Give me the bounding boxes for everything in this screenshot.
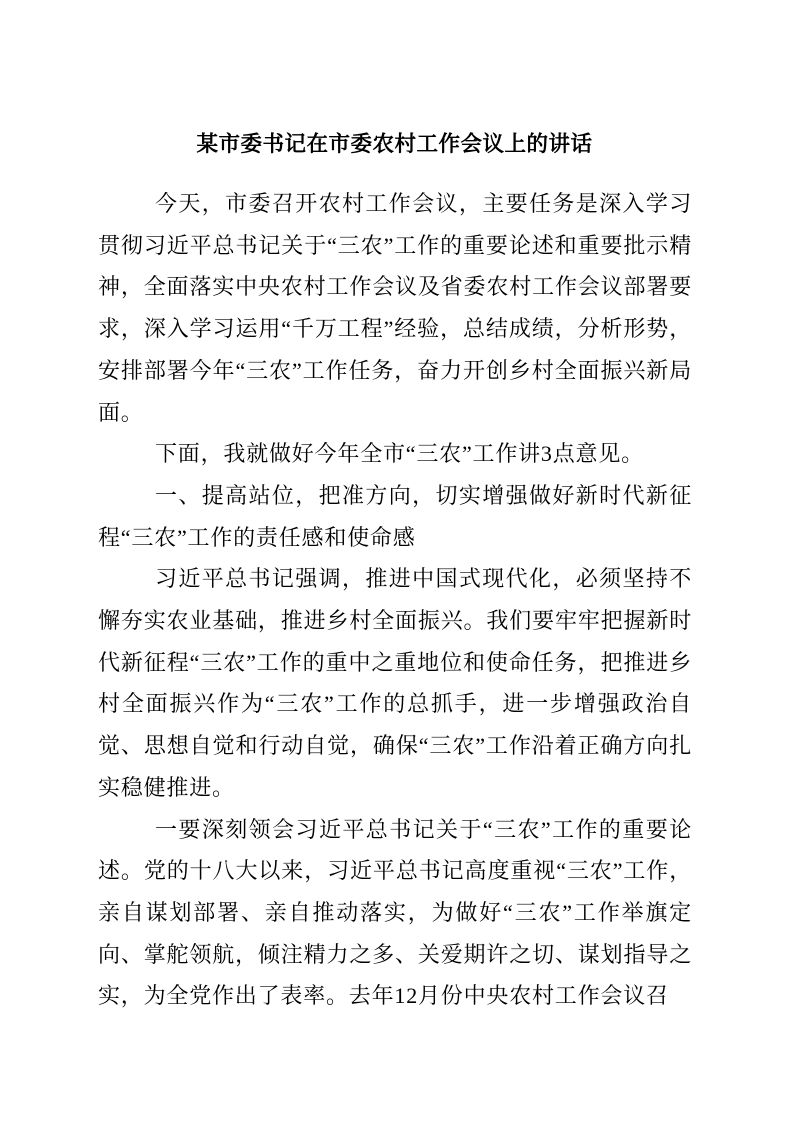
paragraph: 一要深刻领会习近平总书记关于“三农”工作的重要论述。党的十八大以来，习近平总书记高度重视“三农”工作，亲自谋划部署、亲自推动落实，为做好“三农”工作举旗定向、掌舵领航，倾注精力之多、关爱期许之切、谋划指导之实，为全党作出了表率。去年12月份中央农村工作会议召 — [98, 816, 692, 1009]
paragraph: 习近平总书记强调，推进中国式现代化，必须坚持不懈夯实农业基础，推进乡村全面振兴。我们要牢牢把握新时代新征程“三农”工作的重中之重地位和使命任务，把推进乡村全面振兴作为“三农”工作的总抓手，进一步增强政治自觉、思想自觉和行动自觉，确保“三农”工作沿着正确方向扎实稳健推进。 — [98, 566, 692, 800]
document-title: 某市委书记在市委农村工作会议上的讲话 — [196, 132, 593, 156]
paragraph: 下面，我就做好今年全市“三农”工作讲3点意见。 — [155, 441, 644, 467]
paragraph: 一、提高站位，把准方向，切实增强做好新时代新征程“三农”工作的责任感和使命感 — [98, 482, 692, 550]
paragraph: 今天，市委召开农村工作会议，主要任务是深入学习贯彻习近平总书记关于“三农”工作的重要论述和重要批示精神，全面落实中央农村工作会议及省委农村工作会议部署要求，深入学习运用“千万工程”经验，总结成绩，分析形势，安排部署今年“三农”工作任务，奋力开创乡村全面振兴新局面。 — [98, 191, 692, 425]
document-body — [98, 183, 692, 1017]
